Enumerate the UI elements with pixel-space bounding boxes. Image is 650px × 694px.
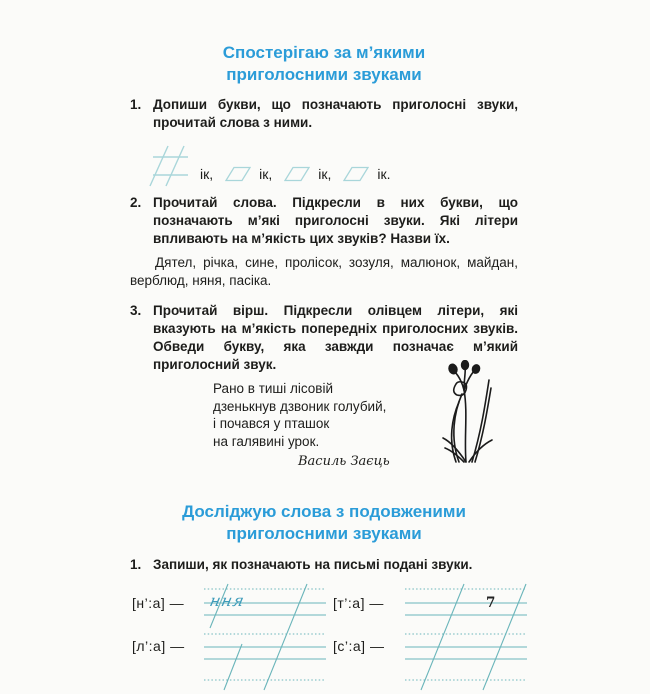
handwritten-answer[interactable]: ння bbox=[207, 590, 247, 610]
poem-author: Василь Заєць bbox=[298, 454, 390, 470]
syllable-label: ік, bbox=[200, 166, 214, 183]
syllable-writing-row bbox=[148, 138, 518, 184]
exercise-1-text: Допиши букви, що позначають приголосні звуки, прочитай слова з ними. bbox=[153, 97, 518, 131]
exercise-3-number: 3. bbox=[130, 303, 142, 319]
section2-exercise-1 bbox=[130, 556, 518, 574]
workbook-page bbox=[130, 42, 518, 694]
poem-line: Рано в тиші лісовій bbox=[213, 381, 334, 397]
exercise-1-number: 1. bbox=[130, 97, 142, 113]
writing-guide-cell[interactable] bbox=[148, 145, 192, 187]
sound-label: [с’:а] — bbox=[333, 637, 385, 654]
section1-title bbox=[130, 42, 518, 86]
syllable-label: ік, bbox=[259, 166, 273, 183]
sound-label: [н’:а] — bbox=[132, 594, 185, 611]
word-list: Дятел, річка, сине, пролісок, зозуля, малюнок, майдан, верблюд, няня, пасіка. bbox=[130, 254, 518, 289]
section2-title-line2: приголосними звуками bbox=[226, 524, 422, 544]
section2-title-line1: Досліджую слова з подовженими bbox=[182, 502, 466, 522]
section1-title-line1: Спостерігаю за м’якими bbox=[222, 43, 426, 62]
exercise-3-text: Прочитай вірш. Підкресли олівцем літери, які вказують на м’якість попередніх приголосних звуків. Обведи букву, яка завжди позначає м’який приголосний звук. bbox=[153, 303, 518, 373]
sound-label: [л’:а] — bbox=[132, 637, 185, 654]
exercise-2 bbox=[130, 194, 518, 248]
section2-title bbox=[130, 501, 518, 545]
practice-column-left bbox=[130, 582, 317, 694]
bellflower-illustration bbox=[428, 360, 508, 466]
exercise-2-text: Прочитай слова. Підкресли в них букви, що позначають м’які приголосні звуки. Які літери впливають на м’якість цих звуків? Назви їх. bbox=[153, 195, 518, 246]
syllable-label: ік, bbox=[318, 166, 332, 183]
exercise-1 bbox=[130, 96, 518, 132]
writing-cell[interactable] bbox=[343, 166, 369, 182]
poem-line: на галявині урок. bbox=[213, 433, 320, 449]
writing-cell[interactable] bbox=[225, 166, 251, 182]
sound-writing-grid bbox=[130, 582, 518, 694]
sound-label: [т’:а] — bbox=[333, 594, 384, 611]
writing-lines[interactable] bbox=[403, 582, 529, 692]
page-number: 7 bbox=[486, 595, 496, 611]
section2-exercise-1-text: Запиши, як позначають на письмі подані звуки. bbox=[153, 556, 473, 572]
poem-block bbox=[130, 380, 518, 469]
writing-cell[interactable] bbox=[284, 166, 310, 182]
section1-title-line2: приголосними звуками bbox=[226, 65, 422, 85]
section2-exercise-1-number: 1. bbox=[130, 556, 142, 572]
exercise-2-number: 2. bbox=[130, 195, 142, 211]
syllable-label: ік. bbox=[377, 166, 391, 183]
poem-line: дзенькнув дзвоник голубий, bbox=[213, 398, 387, 414]
poem-line: і почався у пташок bbox=[213, 416, 330, 432]
